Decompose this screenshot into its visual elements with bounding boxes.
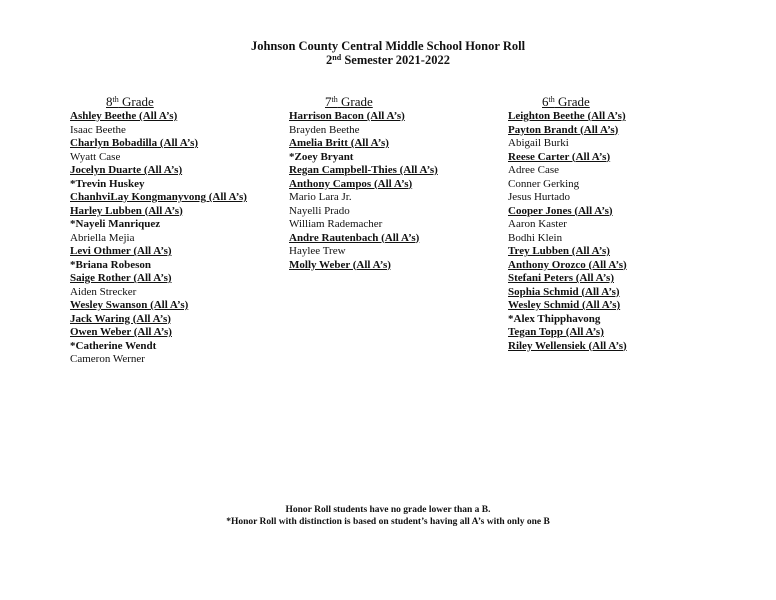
student-entry: Abriella Mejia: [70, 231, 135, 244]
student-entry: William Rademacher: [289, 218, 383, 230]
student-entry: *Nayeli Manriquez: [70, 218, 161, 230]
student-entry: Anthony Orozco (All A’s): [508, 258, 627, 271]
student-entry: Harley Lubben (All A’s): [70, 204, 183, 217]
grade-8-student-list: [70, 110, 275, 367]
student-entry: *Trevin Huskey: [70, 177, 145, 190]
student-entry: Andre Rautenbach (All A’s): [289, 231, 420, 244]
grade-number: 8: [106, 94, 113, 109]
student-entry: ChanhviLay Kongmanyvong (All A’s): [70, 191, 247, 203]
page-title: Johnson County Central Middle School Honor Roll: [250, 39, 526, 53]
student-entry: *Briana Robeson: [70, 258, 151, 271]
student-entry: Reese Carter (All A’s): [508, 150, 611, 163]
grade-7-student-list: [289, 110, 494, 272]
student-entry: Levi Othmer (All A’s): [70, 245, 172, 257]
student-entry: Anthony Campos (All A’s): [289, 177, 413, 190]
footer-note-distinction: *Honor Roll with distinction is based on student’s having all A’s with only one B: [226, 517, 550, 527]
student-entry: Amelia Britt (All A’s): [289, 137, 389, 149]
student-entry: Bodhi Klein: [508, 231, 563, 244]
student-entry: Brayden Beethe: [289, 123, 360, 136]
student-entry: Trey Lubben (All A’s): [508, 245, 610, 257]
grade-word: Grade: [337, 94, 373, 109]
student-entry: Mario Lara Jr.: [289, 191, 352, 203]
semester-subtitle: [0, 53, 776, 68]
grade-8-column: [70, 94, 275, 367]
grade-word: Grade: [118, 94, 154, 109]
student-entry: Wesley Swanson (All A’s): [70, 299, 189, 311]
grade-number: 6: [542, 94, 549, 109]
student-entry: Charlyn Bobadilla (All A’s): [70, 137, 199, 149]
student-entry: Payton Brandt (All A’s): [508, 123, 619, 136]
student-entry: Ashley Beethe (All A’s): [70, 110, 178, 122]
student-entry: Aiden Strecker: [70, 285, 137, 298]
student-entry: Regan Campbell-Thies (All A’s): [289, 164, 438, 176]
grade-6-column: [508, 94, 718, 353]
semester-text: Semester 2021-2022: [341, 53, 450, 67]
student-entry: Wesley Schmid (All A’s): [508, 299, 621, 311]
grade-6-heading: [508, 94, 718, 110]
student-entry: Jack Waring (All A’s): [70, 312, 171, 325]
student-entry: Cameron Werner: [70, 353, 145, 365]
student-entry: Haylee Trew: [289, 245, 346, 257]
student-entry: Jesus Hurtado: [508, 191, 571, 203]
grade-6-student-list: [508, 110, 718, 353]
grade-number: 7: [325, 94, 332, 109]
grade-suffix: th: [112, 95, 119, 104]
grade-suffix: th: [548, 95, 555, 104]
student-entry: Adree Case: [508, 164, 560, 176]
grade-7-column: [289, 94, 494, 272]
student-entry: Riley Wellensiek (All A’s): [508, 339, 627, 352]
student-entry: *Zoey Bryant: [289, 150, 354, 163]
student-entry: Abigail Burki: [508, 137, 569, 149]
student-entry: Leighton Beethe (All A’s): [508, 110, 626, 122]
footer-note-honor-roll: Honor Roll students have no grade lower than a B.: [285, 505, 491, 515]
student-entry: Cooper Jones (All A’s): [508, 204, 613, 217]
student-entry: Jocelyn Duarte (All A’s): [70, 164, 183, 176]
semester-ordinal: 2: [326, 53, 333, 67]
student-entry: Nayelli Prado: [289, 204, 350, 217]
student-entry: *Catherine Wendt: [70, 339, 157, 352]
student-entry: Conner Gerking: [508, 177, 580, 190]
student-entry: Sophia Schmid (All A’s): [508, 285, 620, 298]
student-entry: Owen Weber (All A’s): [70, 326, 172, 338]
student-entry: Aaron Kaster: [508, 218, 567, 230]
student-entry: Saige Rother (All A’s): [70, 272, 172, 284]
grade-word: Grade: [554, 94, 590, 109]
semester-ordinal-suffix: nd: [332, 53, 342, 62]
student-entry: *Alex Thipphavong: [508, 312, 601, 325]
grade-8-heading: [70, 94, 275, 110]
student-entry: Stefani Peters (All A’s): [508, 272, 614, 284]
grade-suffix: th: [331, 95, 338, 104]
student-entry: Tegan Topp (All A’s): [508, 326, 604, 338]
student-entry: Isaac Beethe: [70, 123, 126, 136]
student-entry: Molly Weber (All A’s): [289, 258, 391, 271]
student-entry: Harrison Bacon (All A’s): [289, 110, 405, 122]
student-entry: Wyatt Case: [70, 150, 121, 163]
grade-7-heading: [289, 94, 494, 110]
